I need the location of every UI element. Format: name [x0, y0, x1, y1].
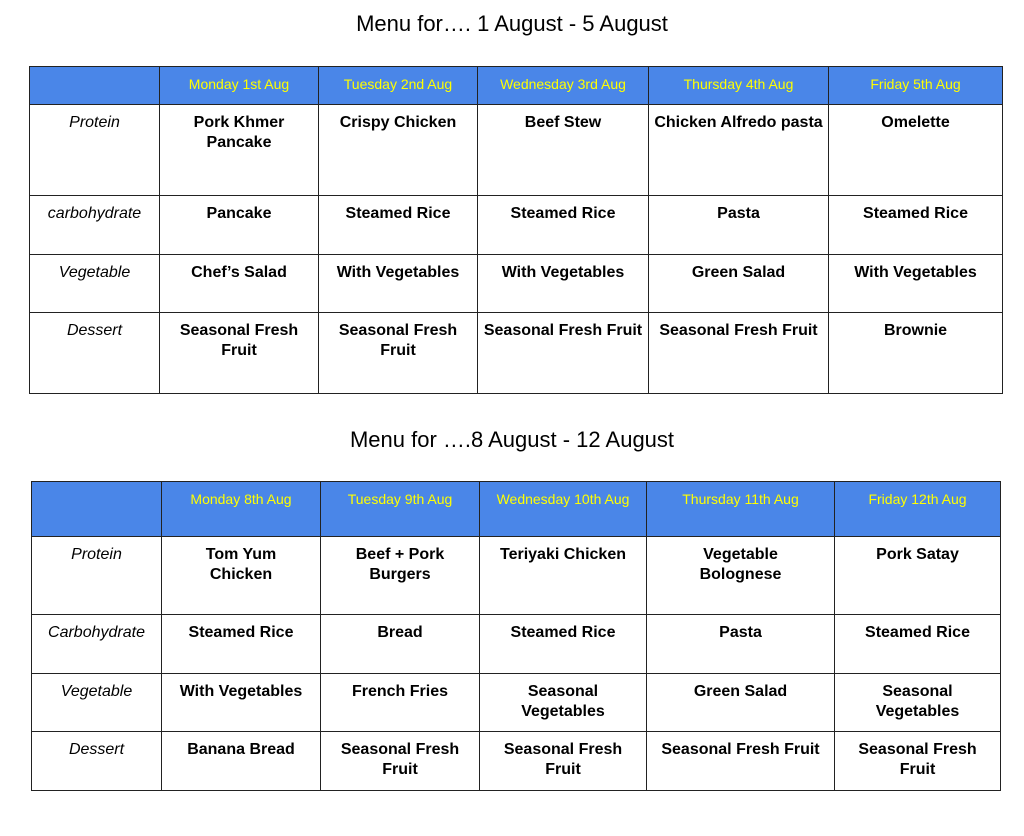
- day-header: Monday 1st Aug: [160, 67, 319, 105]
- day-header: Wednesday 10th Aug: [480, 482, 647, 537]
- dish-cell: Chef’s Salad: [160, 255, 319, 313]
- table-row: [30, 313, 1003, 394]
- menu-title-week-2: Menu for ….8 August - 12 August: [349, 427, 675, 452]
- dish-cell: With Vegetables: [478, 255, 649, 313]
- category-label: Dessert: [30, 313, 160, 394]
- dish-cell: Steamed Rice: [319, 196, 478, 255]
- menu-title-week-1: Menu for…. 1 August - 5 August: [356, 11, 668, 36]
- dish-cell: Brownie: [829, 313, 1003, 394]
- dish-cell: With Vegetables: [319, 255, 478, 313]
- dish-cell: Tom Yum Chicken: [162, 537, 321, 615]
- dish-cell: Green Salad: [649, 255, 829, 313]
- dish-cell: Pasta: [647, 615, 835, 674]
- category-label: Vegetable: [32, 674, 162, 732]
- day-header: Thursday 11th Aug: [647, 482, 835, 537]
- table-row: [32, 674, 1001, 732]
- dish-cell: Steamed Rice: [835, 615, 1001, 674]
- dish-cell: With Vegetables: [162, 674, 321, 732]
- dish-cell: Seasonal Fresh Fruit: [835, 732, 1001, 791]
- day-header: Wednesday 3rd Aug: [478, 67, 649, 105]
- dish-cell: Seasonal Fresh Fruit: [480, 732, 647, 791]
- table-row: [32, 537, 1001, 615]
- category-label: Protein: [30, 105, 160, 196]
- dish-cell: Seasonal Fresh Fruit: [649, 313, 829, 394]
- dish-cell: Bread: [321, 615, 480, 674]
- dish-cell: Steamed Rice: [478, 196, 649, 255]
- dish-cell: French Fries: [321, 674, 480, 732]
- dish-cell: Seasonal Fresh Fruit: [160, 313, 319, 394]
- dish-cell: Seasonal Fresh Fruit: [647, 732, 835, 791]
- day-header: Monday 8th Aug: [162, 482, 321, 537]
- dish-cell: Pork Khmer Pancake: [160, 105, 319, 196]
- dish-cell: Seasonal Vegetables: [480, 674, 647, 732]
- table-row: [32, 732, 1001, 791]
- dish-cell: Seasonal Fresh Fruit: [321, 732, 480, 791]
- day-header: Friday 12th Aug: [835, 482, 1001, 537]
- table-row: [30, 255, 1003, 313]
- corner-cell: [30, 67, 160, 105]
- category-label: carbohydrate: [30, 196, 160, 255]
- dish-cell: Seasonal Vegetables: [835, 674, 1001, 732]
- category-label: Carbohydrate: [32, 615, 162, 674]
- dish-cell: Steamed Rice: [162, 615, 321, 674]
- dish-cell: Teriyaki Chicken: [480, 537, 647, 615]
- dish-cell: Green Salad: [647, 674, 835, 732]
- dish-cell: Pancake: [160, 196, 319, 255]
- dish-cell: With Vegetables: [829, 255, 1003, 313]
- dish-cell: Seasonal Fresh Fruit: [478, 313, 649, 394]
- corner-cell: [32, 482, 162, 537]
- dish-cell: Omelette: [829, 105, 1003, 196]
- table-header-row: [30, 67, 1003, 105]
- menu-table-week-1: [29, 66, 1003, 394]
- category-label: Vegetable: [30, 255, 160, 313]
- table-row: [30, 105, 1003, 196]
- dish-cell: Steamed Rice: [480, 615, 647, 674]
- day-header: Tuesday 2nd Aug: [319, 67, 478, 105]
- dish-cell: Pork Satay: [835, 537, 1001, 615]
- dish-cell: Steamed Rice: [829, 196, 1003, 255]
- day-header: Friday 5th Aug: [829, 67, 1003, 105]
- dish-cell: Vegetable Bolognese: [647, 537, 835, 615]
- category-label: Dessert: [32, 732, 162, 791]
- dish-cell: Banana Bread: [162, 732, 321, 791]
- menu-table-week-2: [31, 481, 1001, 791]
- dish-cell: Beef + Pork Burgers: [321, 537, 480, 615]
- table-row: [32, 615, 1001, 674]
- dish-cell: Seasonal Fresh Fruit: [319, 313, 478, 394]
- dish-cell: Crispy Chicken: [319, 105, 478, 196]
- table-row: [30, 196, 1003, 255]
- table-header-row: [32, 482, 1001, 537]
- dish-cell: Pasta: [649, 196, 829, 255]
- dish-cell: Chicken Alfredo pasta: [649, 105, 829, 196]
- day-header: Thursday 4th Aug: [649, 67, 829, 105]
- category-label: Protein: [32, 537, 162, 615]
- day-header: Tuesday 9th Aug: [321, 482, 480, 537]
- dish-cell: Beef Stew: [478, 105, 649, 196]
